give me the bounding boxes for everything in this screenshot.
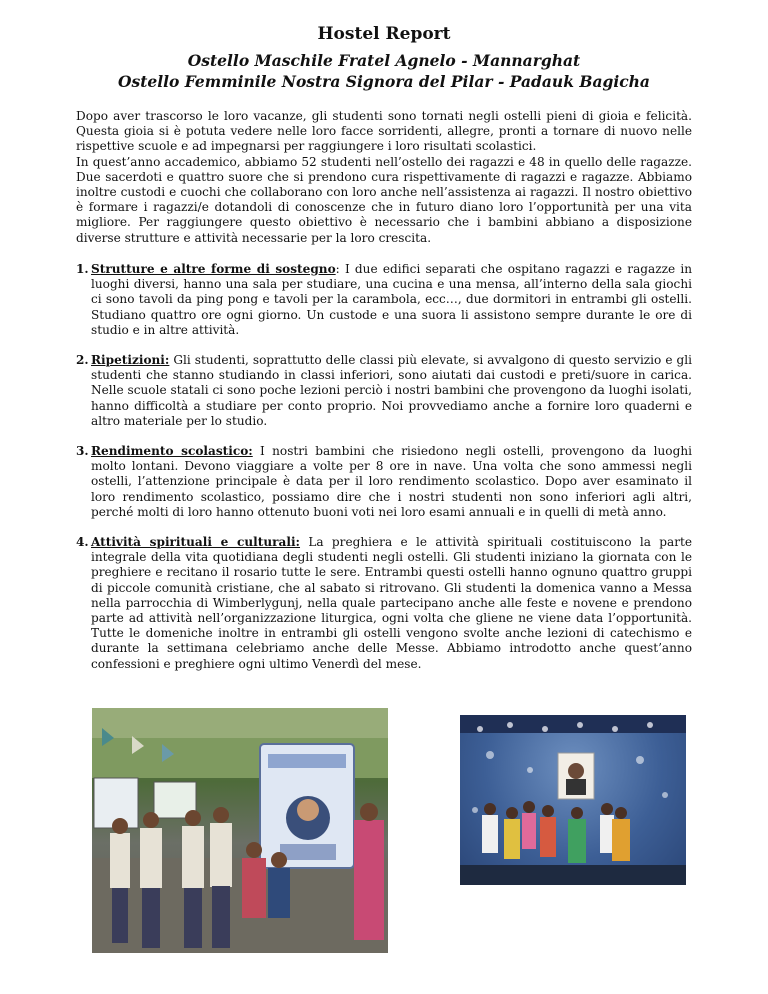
- intro-paragraph: In quest’anno accademico, abbiamo 52 studenti nell’ostello dei ragazzi e 48 in quello delle ragazze. Due sacerdoti e quattro suore che si prendono cura rispettivamente di ragazzi e ragazze. Abbiamo inoltre custodi e cuochi che collaborano con loro anche nell’assistenza ai ragazzi. Il nostro obiettivo è formare i ragazzi/e dotandoli di conoscenze che in futuro diano loro l’opportunità per una vita migliore. Per raggiungere questo obiettivo è necessario che i bambini abbiano a disposizione diverse strutture e attività necessarie per la loro crescita.: [76, 154, 692, 245]
- dance-performance-photo: [460, 715, 686, 885]
- list-item: [76, 353, 692, 429]
- item-number: 4.: [76, 535, 89, 550]
- procession-photo-drawing: [92, 708, 388, 953]
- dance-performance-photo-drawing: [460, 715, 686, 885]
- item-number: 2.: [76, 353, 89, 368]
- item-heading: Attività spirituali e culturali:: [91, 535, 301, 550]
- list-item: [76, 535, 692, 672]
- item-heading: Strutture e altre forme di sostegno: [91, 262, 336, 276]
- subtitle-girls-hostel: Ostello Femminile Nostra Signora del Pilar - Padauk Bagicha: [118, 72, 650, 91]
- item-text: La preghiera e le attività spirituali costituiscono la parte integrale della vita quotidiana degli studenti negli ostelli. Gli studenti iniziano la giornata con le preghiere e recitano il rosario tutte le sere. Entrambi questi ostelli hanno ognuno quattro gruppi di piccole comunità cristiane, che al sabato si ritrovano. Gli studenti la domenica vanno a Messa nella parrocchia di Wimberlygunj, nella quale partecipano anche alle feste e novene e prendono parte ad attività nell’organizzazione liturgica, ogni volta che gliene ne viene data l’opportunità. Tutte le domeniche inoltre in entrambi gli ostelli vengono svolte anche lezioni di catechismo e durante la settimana celebriamo anche delle Messe. Abbiamo introdotto anche quest’anno confessioni e preghiere ogni ultimo Venerdì del mese.: [91, 535, 692, 671]
- item-text: I nostri bambini che risiedono negli ostelli, provengono da luoghi molto lontani. Devono viaggiare a volte per 8 ore in nave. Una volta che sono ammessi negli ostelli, l’attenzione principale è data per il loro rendimento scolastico. Dopo aver esaminato il loro rendimento scolastico, possiamo dire che i nostri studenti non sono inferiori agli altri, perché molti di loro hanno ottenuto buoni voti nei loro esami annuali e in quelli di metà anno.: [91, 444, 692, 519]
- item-separator: :: [335, 262, 340, 276]
- item-heading: Rendimento scolastico:: [91, 444, 253, 459]
- intro-paragraph: Dopo aver trascorso le loro vacanze, gli studenti sono tornati negli ostelli pieni di gioia e felicità. Questa gioia si è potuta vedere nelle loro facce sorridenti, allegre, pronti a tornare di nuovo nelle rispettive scuole e ad impegnarsi per raggiungere i loro risultati scolastici.: [76, 109, 692, 154]
- list-item: [76, 262, 692, 338]
- subtitle-boys-hostel: Ostello Maschile Fratel Agnelo - Mannarghat: [187, 51, 581, 70]
- item-heading: Ripetizioni:: [91, 353, 170, 368]
- procession-photo: [92, 708, 388, 953]
- item-number: 1.: [76, 262, 89, 276]
- item-text: I due edifici separati che ospitano ragazzi e ragazze in luoghi diversi, hanno una sala per studiare, una cucina e una mensa, all’interno della sala giochi ci sono tavoli da ping pong e tavoli per la carambola, ecc…, due dormitori in entrambi gli ostelli. Studiano quattro ore ogni giorno. Un custode e una suora li assistono sempre durante le ore di studio e in altre attività.: [91, 262, 692, 337]
- document-title: Hostel Report: [317, 24, 451, 44]
- item-number: 3.: [76, 444, 89, 459]
- intro-section: [76, 109, 692, 246]
- item-text: Gli studenti, soprattutto delle classi più elevate, si avvalgono di questo servizio e gli studenti che stanno studiando in classi inferiori, sono aiutati dai custodi e preti/suore in carica. Nelle scuole statali ci sono poche lezioni perciò i nostri bambini che provengono da luoghi isolati, hanno difficoltà a studiare per conto proprio. Noi provvediamo anche a fornire loro quaderni e altro materiale per lo studio.: [91, 353, 692, 428]
- list-item: [76, 444, 692, 520]
- activities-list: [76, 262, 692, 687]
